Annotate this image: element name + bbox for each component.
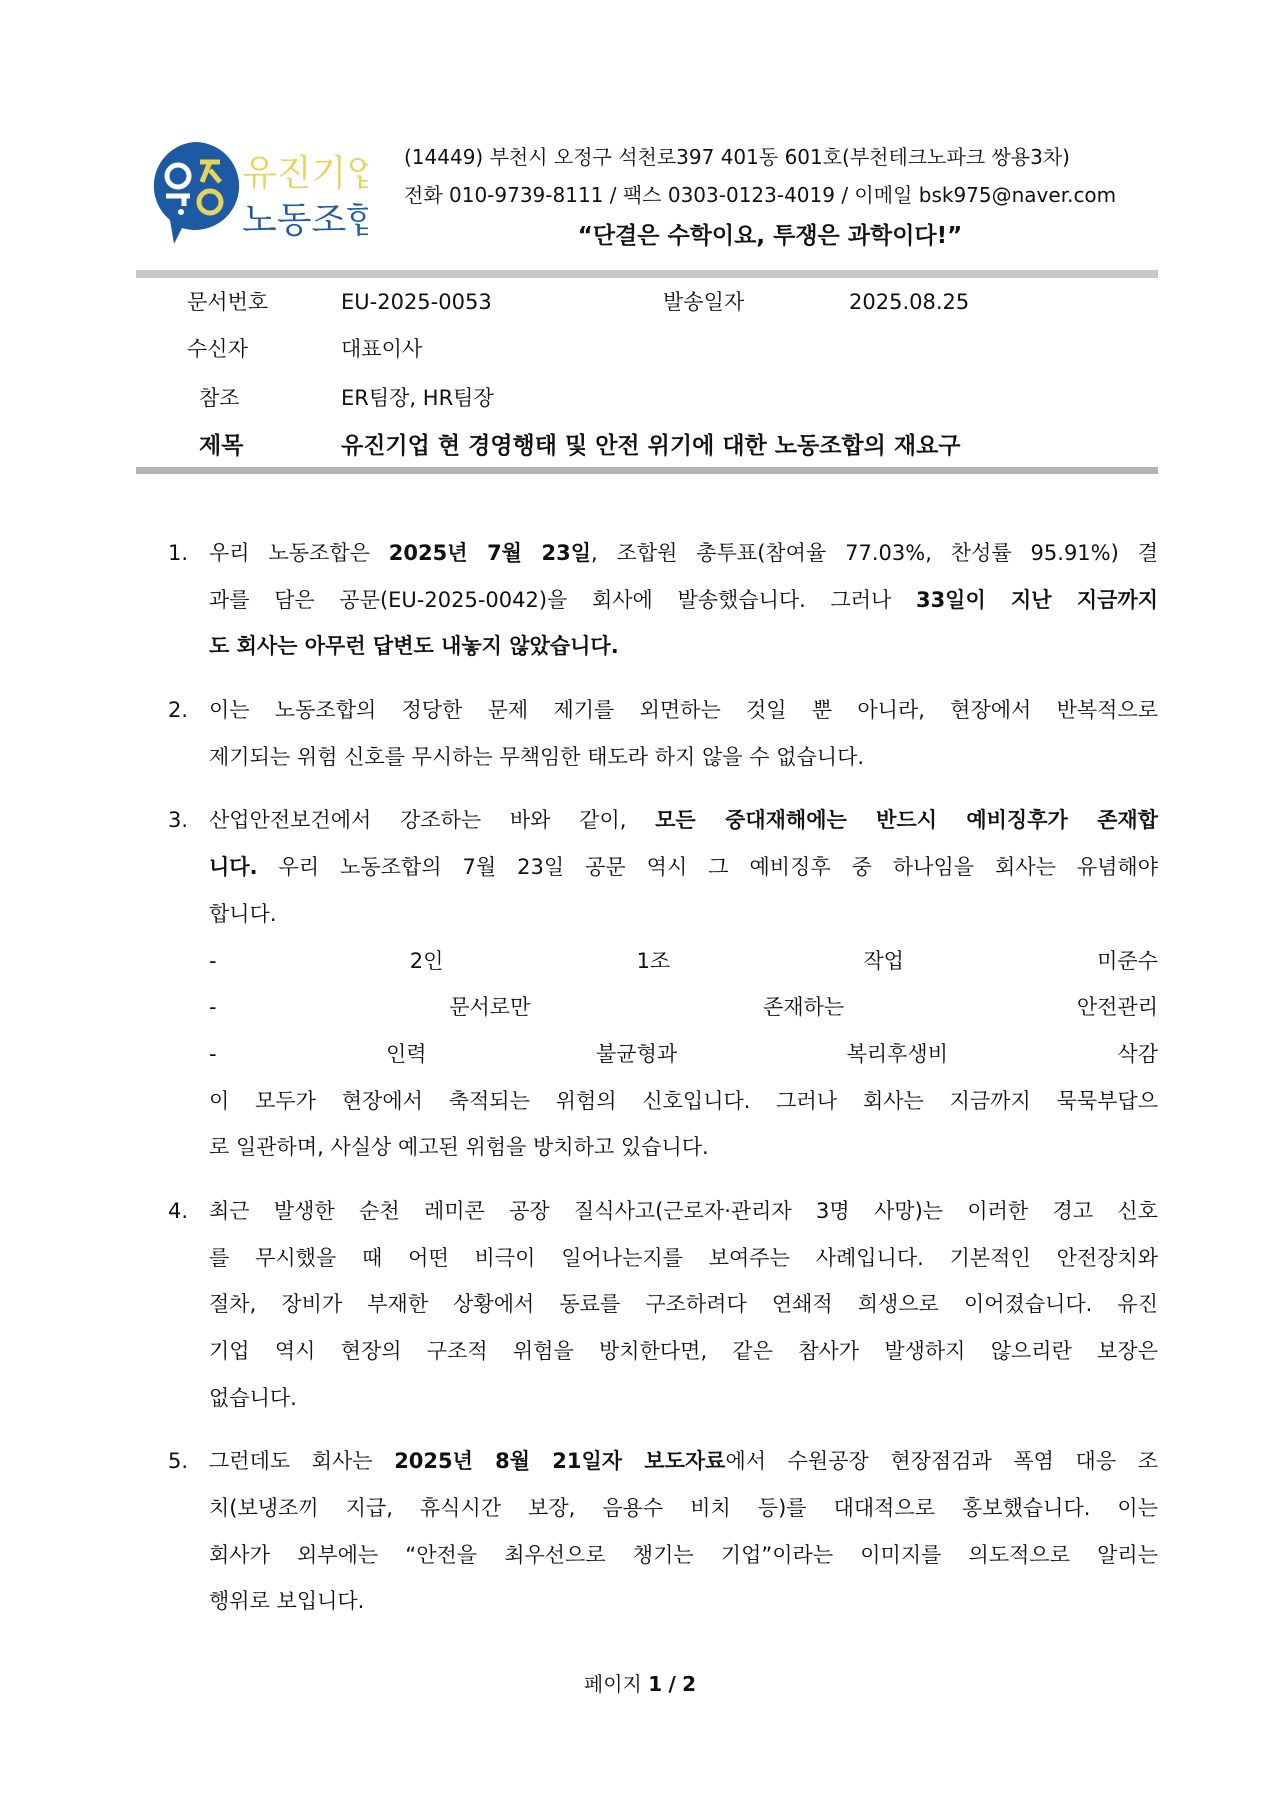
text-segment: 없습니다. [209,1385,297,1410]
text-segment: 과를 담은 공문(EU-2025-0042)을 회사에 발송했습니다. 그러나 [209,587,916,612]
cc-value: ER팀장, HR팀장 [341,386,494,410]
header-divider-bottom [136,467,1158,474]
paragraph-line [209,1578,1158,1625]
list-item-number: 4. [168,1198,189,1223]
date-value: 2025.08.25 [849,290,970,314]
text-segment: 산업안전보건에서 강조하는 바와 같이, [209,808,656,833]
paragraph-line [209,1438,1158,1485]
text-segment: 이 모두가 현장에서 축적되는 위험의 신호입니다. 그러나 회사는 지금까지 묵묵부답으 [209,1088,1158,1113]
paragraph-line [209,1031,1158,1078]
text-segment: 행위로 보입니다. [209,1589,365,1614]
paragraph-line [209,1235,1158,1282]
paragraph-line [209,734,1158,781]
text-segment: - 문서로만 존재하는 안전관리 [209,995,1158,1020]
paragraph-line [209,1188,1158,1235]
paragraph-line [209,984,1158,1031]
list-item [168,530,1158,670]
text-segment: 우리 노동조합의 7월 23일 공문 역시 그 예비징후 중 하나임을 회사는 유념해야 [257,855,1158,880]
paragraph-line [209,844,1158,891]
text-segment: 이는 노동조합의 정당한 문제 제기를 외면하는 것일 뿐 아니라, 현장에서 반복적으로 [209,698,1158,723]
text-segment: 에서 수원공장 현장점검과 폭염 대응 조 [725,1449,1158,1474]
paragraph-line [209,1532,1158,1579]
text-segment: 우리 노동조합은 [209,541,389,565]
text-segment: 합니다. [209,901,277,926]
text-segment: 기업 역시 현장의 구조적 위험을 방치한다면, 같은 참사가 발생하지 않으리란 보장은 [209,1339,1158,1363]
emphasized-text: 2025년 7월 23일 [388,541,592,565]
address: (14449) 부천시 오정구 석천로397 401동 601호(부천테크노파크 쌍용3차) [404,145,1070,169]
paragraph-line [209,1078,1158,1125]
paragraph-line [209,577,1158,624]
paragraph-line [209,530,1158,577]
doc-no-label: 문서번호 [187,290,269,314]
list-item-number: 1. [168,541,189,565]
paragraph-line [209,623,1158,670]
recipient-label: 수신자 [187,337,248,361]
list-item-number: 5. [168,1449,189,1474]
meta-row-recipient [0,329,1280,369]
paragraph-line [209,797,1158,844]
text-segment: - 2인 1조 작업 미준수 [209,948,1158,973]
slogan: “단결은 수학이요, 투쟁은 과학이다!” [577,223,963,249]
speech-bubble-logo-icon [148,140,368,248]
paragraph-line [209,891,1158,938]
list-item-number: 2. [168,698,189,723]
subject-label: 제목 [199,433,244,459]
list-item [168,1438,1158,1625]
page-current: 1 [648,1672,663,1696]
meta-row-doc-no [0,282,1280,322]
text-segment: 제기되는 위험 신호를 무시하는 무책임한 태도라 하지 않을 수 없습니다. [209,744,865,769]
paragraph-line [209,1281,1158,1328]
emphasized-text: 모든 중대재해에는 반드시 예비징후가 존재합 [655,808,1158,833]
union-logo [148,140,368,248]
paragraph-line [209,1124,1158,1171]
text-segment: - 인력 불균형과 복리후생비 삭감 [209,1041,1158,1066]
page-total: 2 [682,1672,697,1696]
paragraph-line [209,1485,1158,1532]
emphasized-text: 2025년 8월 21일자 보도자료 [394,1449,726,1474]
svg-text:유진기업: 유진기업 [242,153,368,194]
meta-row-cc [0,378,1280,418]
doc-no-value: EU-2025-0053 [341,290,492,314]
text-segment: 로 일관하며, 사실상 예고된 위험을 방치하고 있습니다. [209,1135,709,1160]
text-segment: 를 무시했을 때 어떤 비극이 일어나는지를 보여주는 사례입니다. 기본적인 안전장치와 [209,1245,1158,1270]
text-segment: 절차, 장비가 부재한 상황에서 동료를 구조하려다 연쇄적 희생으로 이어졌습니다. 유진 [209,1292,1158,1317]
header-divider-top [136,270,1158,278]
list-item [168,797,1158,1171]
emphasized-text: 니다. [209,855,258,880]
list-item [168,1188,1158,1421]
recipient-value: 대표이사 [341,337,423,361]
meta-row-subject [0,426,1280,466]
date-label: 발송일자 [663,290,745,314]
page-prefix: 페이지 [583,1672,642,1696]
paragraph-line [209,1328,1158,1375]
page-indicator [0,1668,1280,1697]
page-separator: / [668,1672,676,1696]
text-segment: 최근 발생한 순천 레미콘 공장 질식사고(근로자·관리자 3명 사망)는 이러한 경고 신호 [209,1198,1158,1223]
document-body [168,530,1158,1642]
paragraph-line [209,687,1158,734]
paragraph-line [209,1375,1158,1422]
emphasized-text: 33일이 지난 지금까지 [915,587,1158,612]
emphasized-text: 도 회사는 아무런 답변도 내놓지 않았습니다. [209,634,619,659]
text-segment: , 조합원 총투표(참여율 77.03%, 찬성률 95.91%) 결 [591,541,1158,565]
paragraph-line [209,938,1158,985]
list-item-number: 3. [168,808,189,833]
contact-info: 전화 010-9739-8111 / 팩스 0303-0123-4019 / 이메일 bsk975@naver.com [404,183,1117,207]
svg-text:노동조합: 노동조합 [242,200,368,241]
text-segment: 그런데도 회사는 [209,1449,395,1474]
text-segment: 회사가 외부에는 “안전을 최우선으로 챙기는 기업”이라는 이미지를 의도적으로 알리는 [209,1542,1158,1567]
text-segment: 치(보냉조끼 지급, 휴식시간 보장, 음용수 비치 등)를 대대적으로 홍보했습니다. 이는 [209,1496,1158,1521]
subject-value: 유진기업 현 경영행태 및 안전 위기에 대한 노동조합의 재요구 [341,433,961,459]
list-item [168,687,1158,780]
cc-label: 참조 [199,386,240,410]
